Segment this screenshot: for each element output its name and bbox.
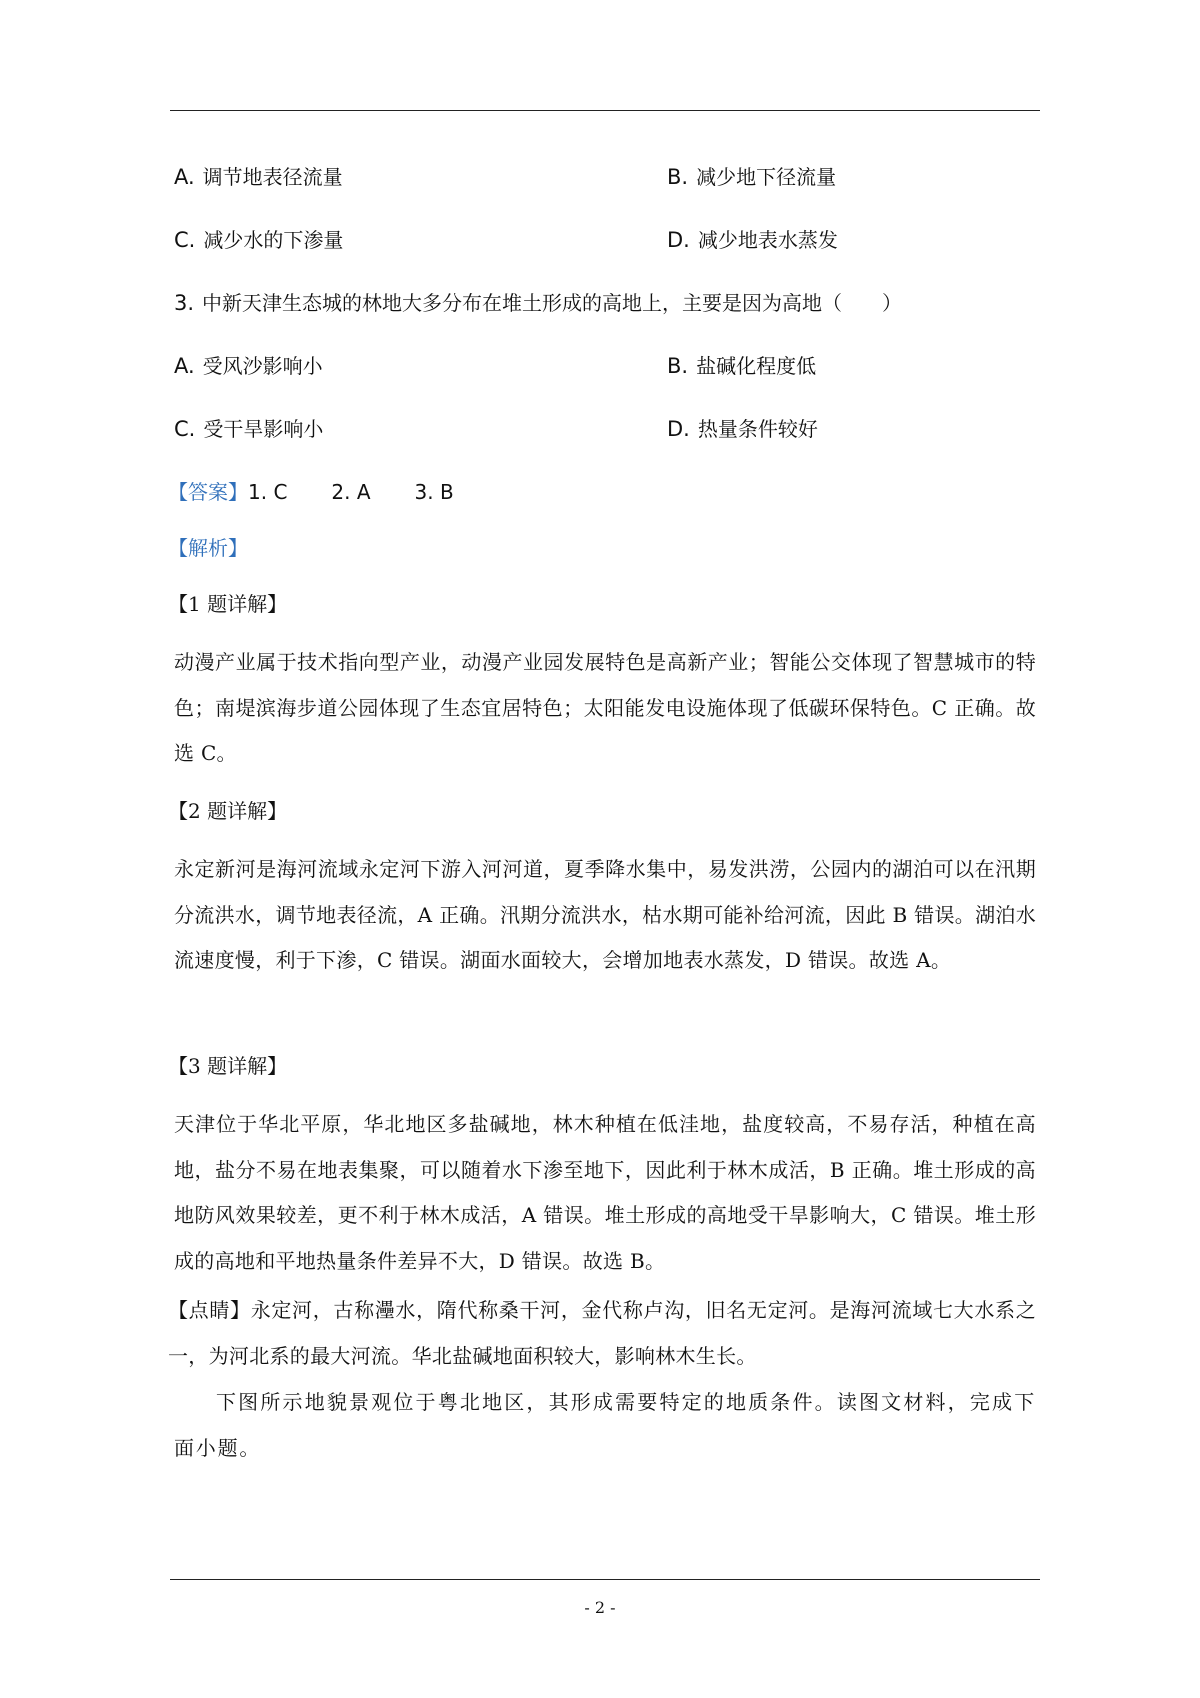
option-text: 减少地下径流量 xyxy=(696,165,837,189)
option-text: 减少地表水蒸发 xyxy=(697,228,838,252)
tip-paragraph xyxy=(168,1288,1036,1379)
analysis-label xyxy=(168,534,248,562)
option-letter: B. xyxy=(667,165,689,189)
q3-option-c xyxy=(174,415,323,443)
option-letter: D. xyxy=(667,417,690,441)
question-number: 3. xyxy=(174,291,195,315)
answer-item: 1. C xyxy=(248,480,288,504)
q1-detail-heading: 【1 题详解】 xyxy=(168,592,288,616)
answer-line xyxy=(168,478,498,506)
q3-option-d xyxy=(667,415,818,443)
tip-text: 永定河，古称灅水，隋代称桑干河，金代称卢沟，旧名无定河。是海河流域七大水系之一，为河北系的最大河流。华北盐碱地面积较大，影响林木生长。 xyxy=(168,1298,1036,1368)
option-letter: A. xyxy=(174,165,195,189)
analysis-label-text: 【解析】 xyxy=(168,536,248,560)
option-letter: D. xyxy=(667,228,690,252)
q2-option-c xyxy=(174,226,343,254)
question-text: 中新天津生态城的林地大多分布在堆土形成的高地上，主要是因为高地（ ） xyxy=(202,291,903,315)
q2-detail-text: 永定新河是海河流域永定河下游入河河道，夏季降水集中，易发洪涝，公园内的湖泊可以在汛期分流洪水，调节地表径流，A 正确。汛期分流洪水，枯水期可能补给河流，因此 B 错误。湖泊水流速度慢，利于下渗，C 错误。湖面水面较大，会增加地表水蒸发，D 错误。故选 A。 xyxy=(174,857,1036,972)
page-number: - 2 - xyxy=(584,1598,616,1617)
option-text: 减少水的下渗量 xyxy=(203,228,344,252)
option-text: 受风沙影响小 xyxy=(202,354,323,378)
q2-option-d xyxy=(667,226,838,254)
option-letter: C. xyxy=(174,228,196,252)
option-text: 热量条件较好 xyxy=(697,417,818,441)
next-section-intro: 下图所示地貌景观位于粤北地区，其形成需要特定的地质条件。读图文材料，完成下面小题。 xyxy=(174,1390,1036,1460)
q3-detail-text: 天津位于华北平原，华北地区多盐碱地，林木种植在低洼地，盐度较高，不易存活，种植在高地，盐分不易在地表集聚，可以随着水下渗至地下，因此利于林木成活，B 正确。堆土形成的高地防风效果较差，更不利于林木成活，A 错误。堆土形成的高地受干旱影响大，C 错误。堆土形成的高地和平地热量条件差异不大，D 错误。故选 B。 xyxy=(174,1112,1036,1273)
option-text: 受干旱影响小 xyxy=(203,417,324,441)
q2-detail-heading: 【2 题详解】 xyxy=(168,799,288,823)
option-letter: B. xyxy=(667,354,689,378)
answer-label: 【答案】 xyxy=(168,480,248,504)
q2-option-b xyxy=(667,163,836,191)
option-letter: C. xyxy=(174,417,196,441)
q1-detail-text: 动漫产业属于技术指向型产业，动漫产业园发展特色是高新产业；智能公交体现了智慧城市的特色；南堤滨海步道公园体现了生态宜居特色；太阳能发电设施体现了低碳环保特色。C 正确。故选 C。 xyxy=(174,650,1036,765)
option-letter: A. xyxy=(174,354,195,378)
q3-option-a xyxy=(174,352,323,380)
header-rule xyxy=(170,110,1040,111)
q3-detail-heading: 【3 题详解】 xyxy=(168,1054,288,1078)
tip-label: 【点睛】 xyxy=(168,1298,251,1322)
answer-item: 2. A xyxy=(331,480,371,504)
option-text: 调节地表径流量 xyxy=(202,165,343,189)
q3-question xyxy=(174,289,902,317)
footer-rule xyxy=(170,1579,1040,1580)
answer-item: 3. B xyxy=(414,480,454,504)
option-text: 盐碱化程度低 xyxy=(696,354,817,378)
q2-option-a xyxy=(174,163,343,191)
q3-option-b xyxy=(667,352,816,380)
